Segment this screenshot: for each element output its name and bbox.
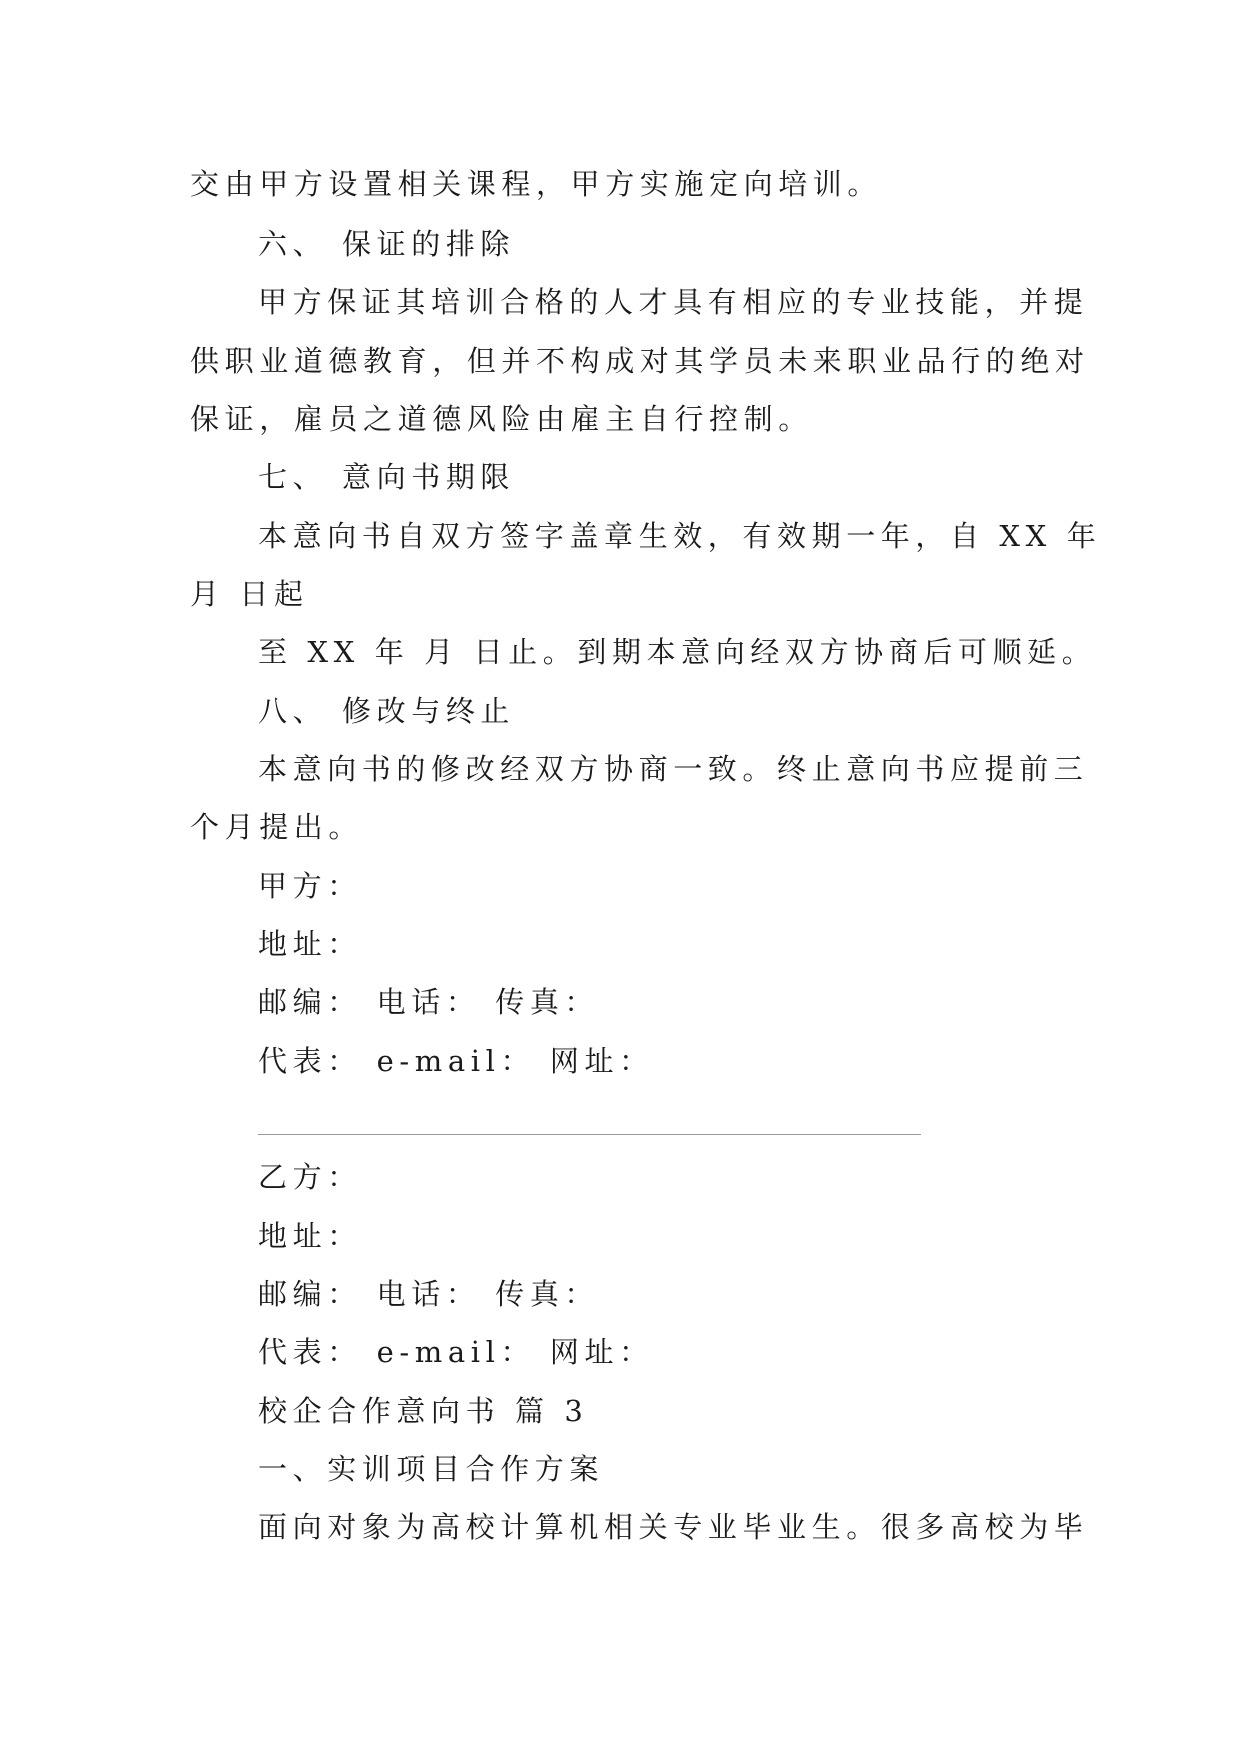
section-heading-8: 八、 修改与终止: [258, 694, 516, 728]
signature-divider: [258, 1134, 921, 1135]
paragraph-line: 本意向书的修改经双方协商一致。终止意向书应提前三: [258, 752, 1089, 786]
party-b-representative: 代表： e-mail： 网址：: [258, 1335, 654, 1369]
paragraph-line: 月 日起: [190, 577, 309, 611]
party-b-address: 地址：: [258, 1219, 362, 1253]
paragraph-line: 个月提出。: [190, 810, 364, 844]
chapter-title: 校企合作意向书 篇 3: [258, 1394, 589, 1428]
paragraph-line: 面向对象为高校计算机相关专业毕业生。很多高校为毕: [258, 1510, 1089, 1544]
paragraph-line: 本意向书自双方签字盖章生效，有效期一年，自 XX 年: [258, 519, 1102, 553]
section-heading-6: 六、 保证的排除: [258, 227, 516, 261]
paragraph-line: 甲方保证其培训合格的人才具有相应的专业技能，并提: [258, 285, 1089, 319]
section-heading-1: 一、实训项目合作方案: [258, 1452, 605, 1486]
section-heading-7: 七、 意向书期限: [258, 460, 516, 494]
party-b-label: 乙方：: [258, 1160, 362, 1194]
party-a-contact: 邮编： 电话： 传真：: [258, 985, 600, 1019]
paragraph-line: 供职业道德教育，但并不构成对其学员未来职业品行的绝对: [190, 344, 1090, 378]
paragraph-line: 至 XX 年 月 日止。到期本意向经双方协商后可顺延。: [258, 635, 1097, 669]
paragraph-line: 保证，雇员之道德风险由雇主自行控制。: [190, 402, 813, 436]
party-b-contact: 邮编： 电话： 传真：: [258, 1277, 600, 1311]
paragraph-line: 交由甲方设置相关课程，甲方实施定向培训。: [190, 167, 883, 201]
party-a-representative: 代表： e-mail： 网址：: [258, 1044, 654, 1078]
party-a-address: 地址：: [258, 927, 362, 961]
party-a-label: 甲方：: [258, 869, 362, 903]
